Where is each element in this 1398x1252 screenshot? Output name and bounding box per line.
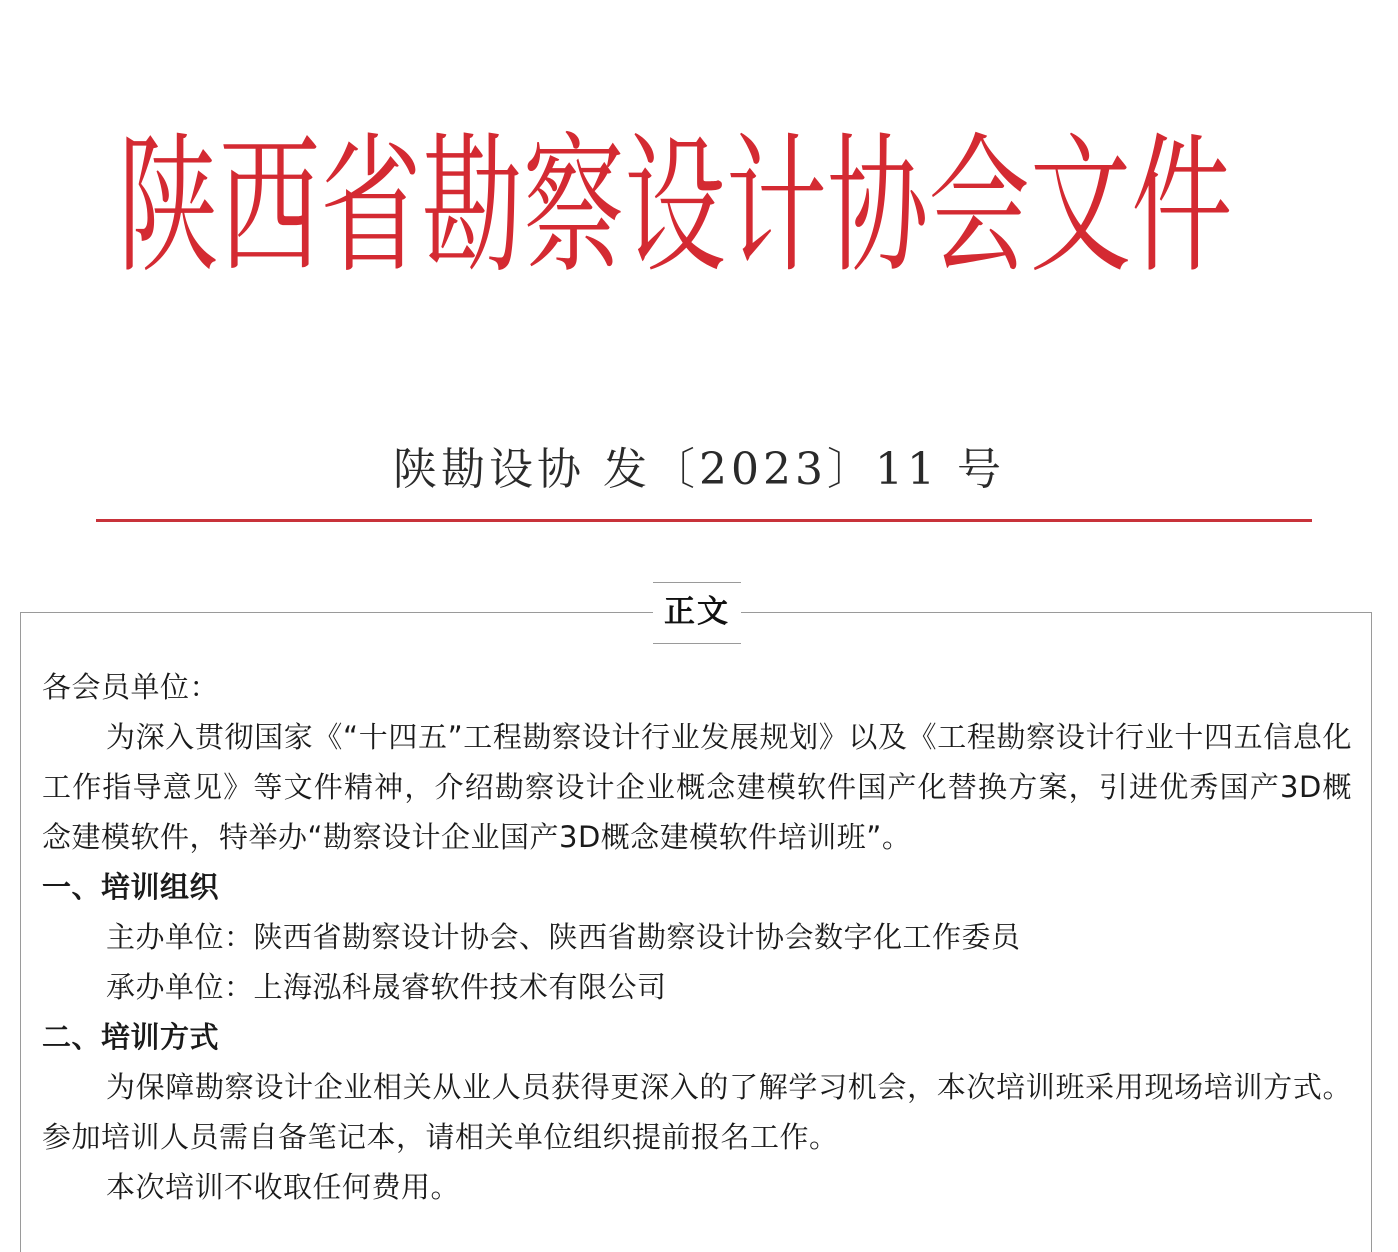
- section-2-heading: 二、培训方式: [42, 1020, 220, 1054]
- section-1-heading: 一、培训组织: [42, 870, 220, 904]
- header-title-svg: [0, 0, 1398, 320]
- document-content: [42, 662, 1352, 1212]
- red-divider-line: [96, 519, 1312, 522]
- section-title-box: [653, 582, 741, 644]
- section-title: 正文: [664, 594, 730, 630]
- co-organizer-line: 承办单位：上海泓科晟睿软件技术有限公司: [106, 970, 667, 1004]
- document-red-header: [0, 0, 1398, 320]
- training-method-paragraph: 为保障勘察设计企业相关从业人员获得更深入的了解学习机会，本次培训班采用现场培训方式。参加培训人员需自备笔记本，请相关单位组织提前报名工作。: [42, 1070, 1352, 1154]
- fee-line: 本次培训不收取任何费用。: [106, 1170, 461, 1204]
- intro-paragraph: 为深入贯彻国家《“十四五”工程勘察设计行业发展规划》以及《工程勘察设计行业十四五信息化工作指导意见》等文件精神，介绍勘察设计企业概念建模软件国产化替换方案，引进优秀国产3D概念建模软件，特举办“勘察设计企业国产3D概念建模软件培训班”。: [42, 720, 1352, 854]
- document-number: 陕勘设协 发〔2023〕11 号: [393, 444, 1005, 495]
- salutation: 各会员单位：: [42, 670, 220, 704]
- organizer-line: 主办单位：陕西省勘察设计协会、陕西省勘察设计协会数字化工作委员: [106, 920, 1021, 954]
- header-title: 陕西省勘察设计协会文件: [117, 120, 1233, 294]
